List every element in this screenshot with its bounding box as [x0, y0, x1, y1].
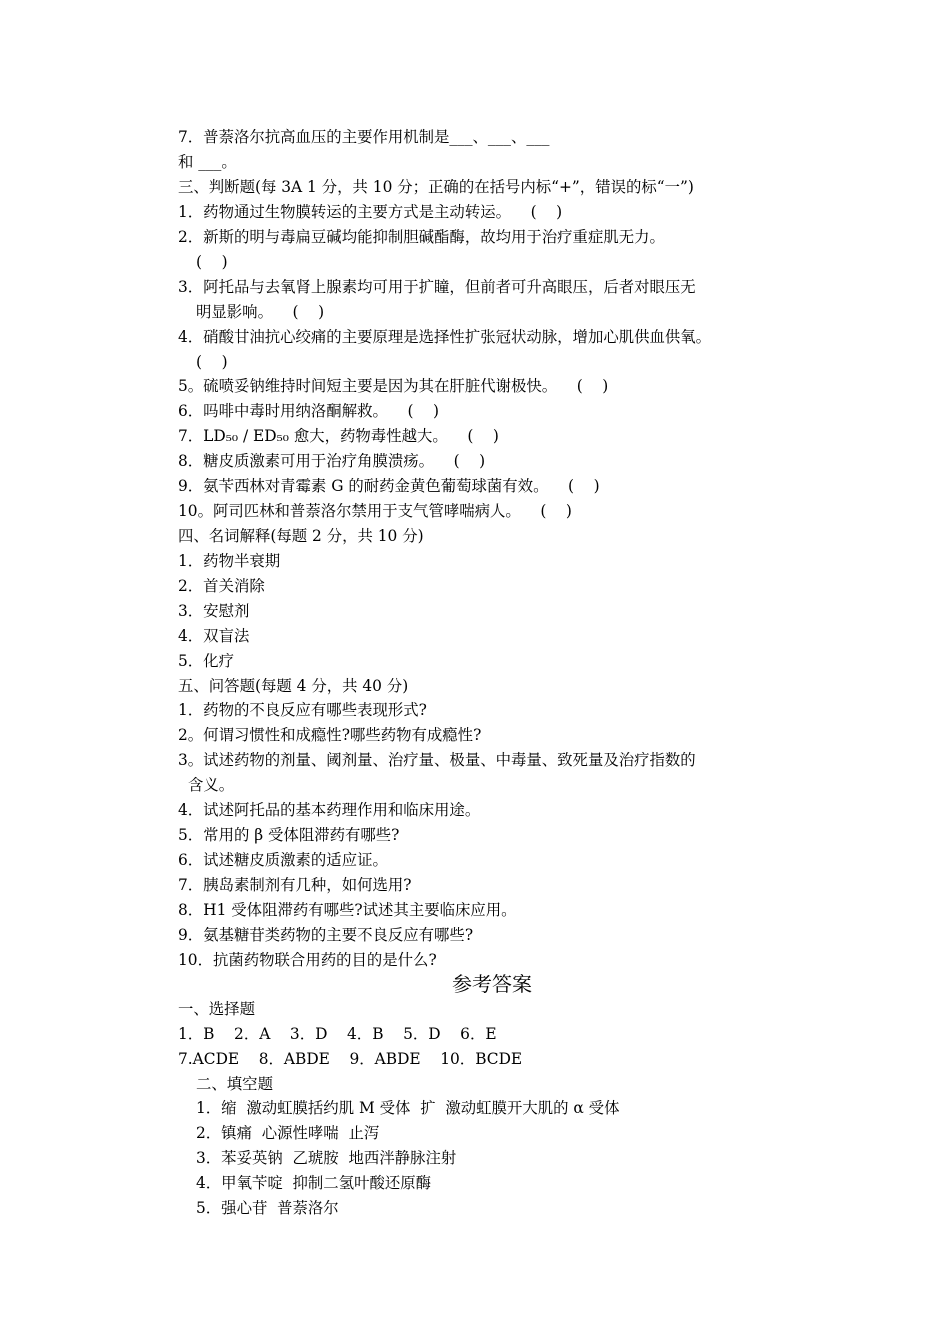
qa-q5: 5．常用的 β 受体阻滞药有哪些? — [178, 826, 400, 844]
fill-q7-line1: 7．普萘洛尔抗高血压的主要作用机制是___、___、___ — [178, 128, 550, 146]
term-item: 1．药物半衰期 — [178, 552, 281, 570]
qa-q9: 9．氨基糖苷类药物的主要不良反应有哪些? — [178, 926, 474, 944]
answers-choice-line1: 1．B 2．A 3．D 4．B 5．D 6．E — [178, 1025, 497, 1043]
judgement-q1: 1．药物通过生物膜转运的主要方式是主动转运。 ( ) — [178, 203, 563, 221]
judgement-q6: 6．吗啡中毒时用纳洛酮解救。 ( ) — [178, 402, 440, 420]
term-item: 5．化疗 — [178, 652, 234, 670]
judgement-q10: 10。阿司匹林和普萘洛尔禁用于支气管哮喘病人。 ( ) — [178, 502, 572, 520]
qa-q3-line2: 含义。 — [188, 776, 235, 794]
qa-q4: 4．试述阿托品的基本药理作用和临床用途。 — [178, 801, 481, 819]
answers-title: 参考答案 — [452, 972, 532, 996]
judgement-heading: 三、判断题(每 3A 1 分，共 10 分；正确的在括号内标“+”，错误的标“一”) — [178, 178, 694, 196]
qa-q8: 8．H1 受体阻滞药有哪些?试述其主要临床应用。 — [178, 901, 517, 919]
answers-choice-heading: 一、选择题 — [178, 1000, 255, 1018]
terms-heading: 四、名词解释(每题 2 分，共 10 分) — [178, 527, 424, 545]
judgement-q4-line1: 4．硝酸甘油抗心绞痛的主要原理是选择性扩张冠状动脉，增加心肌供血供氧。 — [178, 328, 712, 346]
judgement-q2-line2: ( ) — [196, 253, 228, 271]
answers-fill-item: 2．镇痛 心源性哮喘 止泻 — [196, 1124, 380, 1142]
term-item: 2．首关消除 — [178, 577, 265, 595]
answers-fill-item: 4．甲氧苄啶 抑制二氢叶酸还原酶 — [196, 1174, 432, 1192]
answers-fill-item: 1．缩 激动虹膜括约肌 M 受体 扩 激动虹膜开大肌的 α 受体 — [196, 1099, 620, 1117]
judgement-q8: 8．糖皮质激素可用于治疗角膜溃疡。 ( ) — [178, 452, 486, 470]
term-item: 4．双盲法 — [178, 627, 250, 645]
fill-q7-line2: 和 ___。 — [178, 153, 237, 171]
qa-q2: 2。何谓习惯性和成瘾性?哪些药物有成瘾性? — [178, 726, 482, 744]
term-item: 3．安慰剂 — [178, 602, 250, 620]
answers-fill-item: 5．强心苷 普萘洛尔 — [196, 1199, 339, 1217]
judgement-q7: 7．LD₅₀ / ED₅₀ 愈大，药物毒性越大。 ( ) — [178, 427, 499, 445]
answers-choice-line2: 7.ACDE 8．ABDE 9．ABDE 10．BCDE — [178, 1050, 523, 1068]
qa-q1: 1．药物的不良反应有哪些表现形式? — [178, 701, 427, 719]
judgement-q9: 9．氨苄西林对青霉素 G 的耐药金黄色葡萄球菌有效。 ( ) — [178, 477, 600, 495]
judgement-q4-line2: ( ) — [196, 353, 228, 371]
qa-q10: 10．抗菌药物联合用药的目的是什么? — [178, 951, 437, 969]
answers-fill-heading: 二、填空题 — [196, 1075, 273, 1093]
qa-q7: 7．胰岛素制剂有几种，如何选用? — [178, 876, 412, 894]
judgement-q3-line1: 3．阿托品与去氧肾上腺素均可用于扩瞳，但前者可升高眼压，后者对眼压无 — [178, 278, 696, 296]
qa-q6: 6．试述糖皮质激素的适应证。 — [178, 851, 388, 869]
judgement-q2-line1: 2．新斯的明与毒扁豆碱均能抑制胆碱酯酶，故均用于治疗重症肌无力。 — [178, 228, 665, 246]
qa-q3-line1: 3。试述药物的剂量、阈剂量、治疗量、极量、中毒量、致死量及治疗指数的 — [178, 751, 696, 769]
judgement-q3-line2: 明显影响。 ( ) — [196, 303, 325, 321]
qa-heading: 五、问答题(每题 4 分，共 40 分) — [178, 677, 409, 695]
judgement-q5: 5。硫喷妥钠维持时间短主要是因为其在肝脏代谢极快。 ( ) — [178, 377, 609, 395]
answers-fill-item: 3．苯妥英钠 乙琥胺 地西泮静脉注射 — [196, 1149, 457, 1167]
